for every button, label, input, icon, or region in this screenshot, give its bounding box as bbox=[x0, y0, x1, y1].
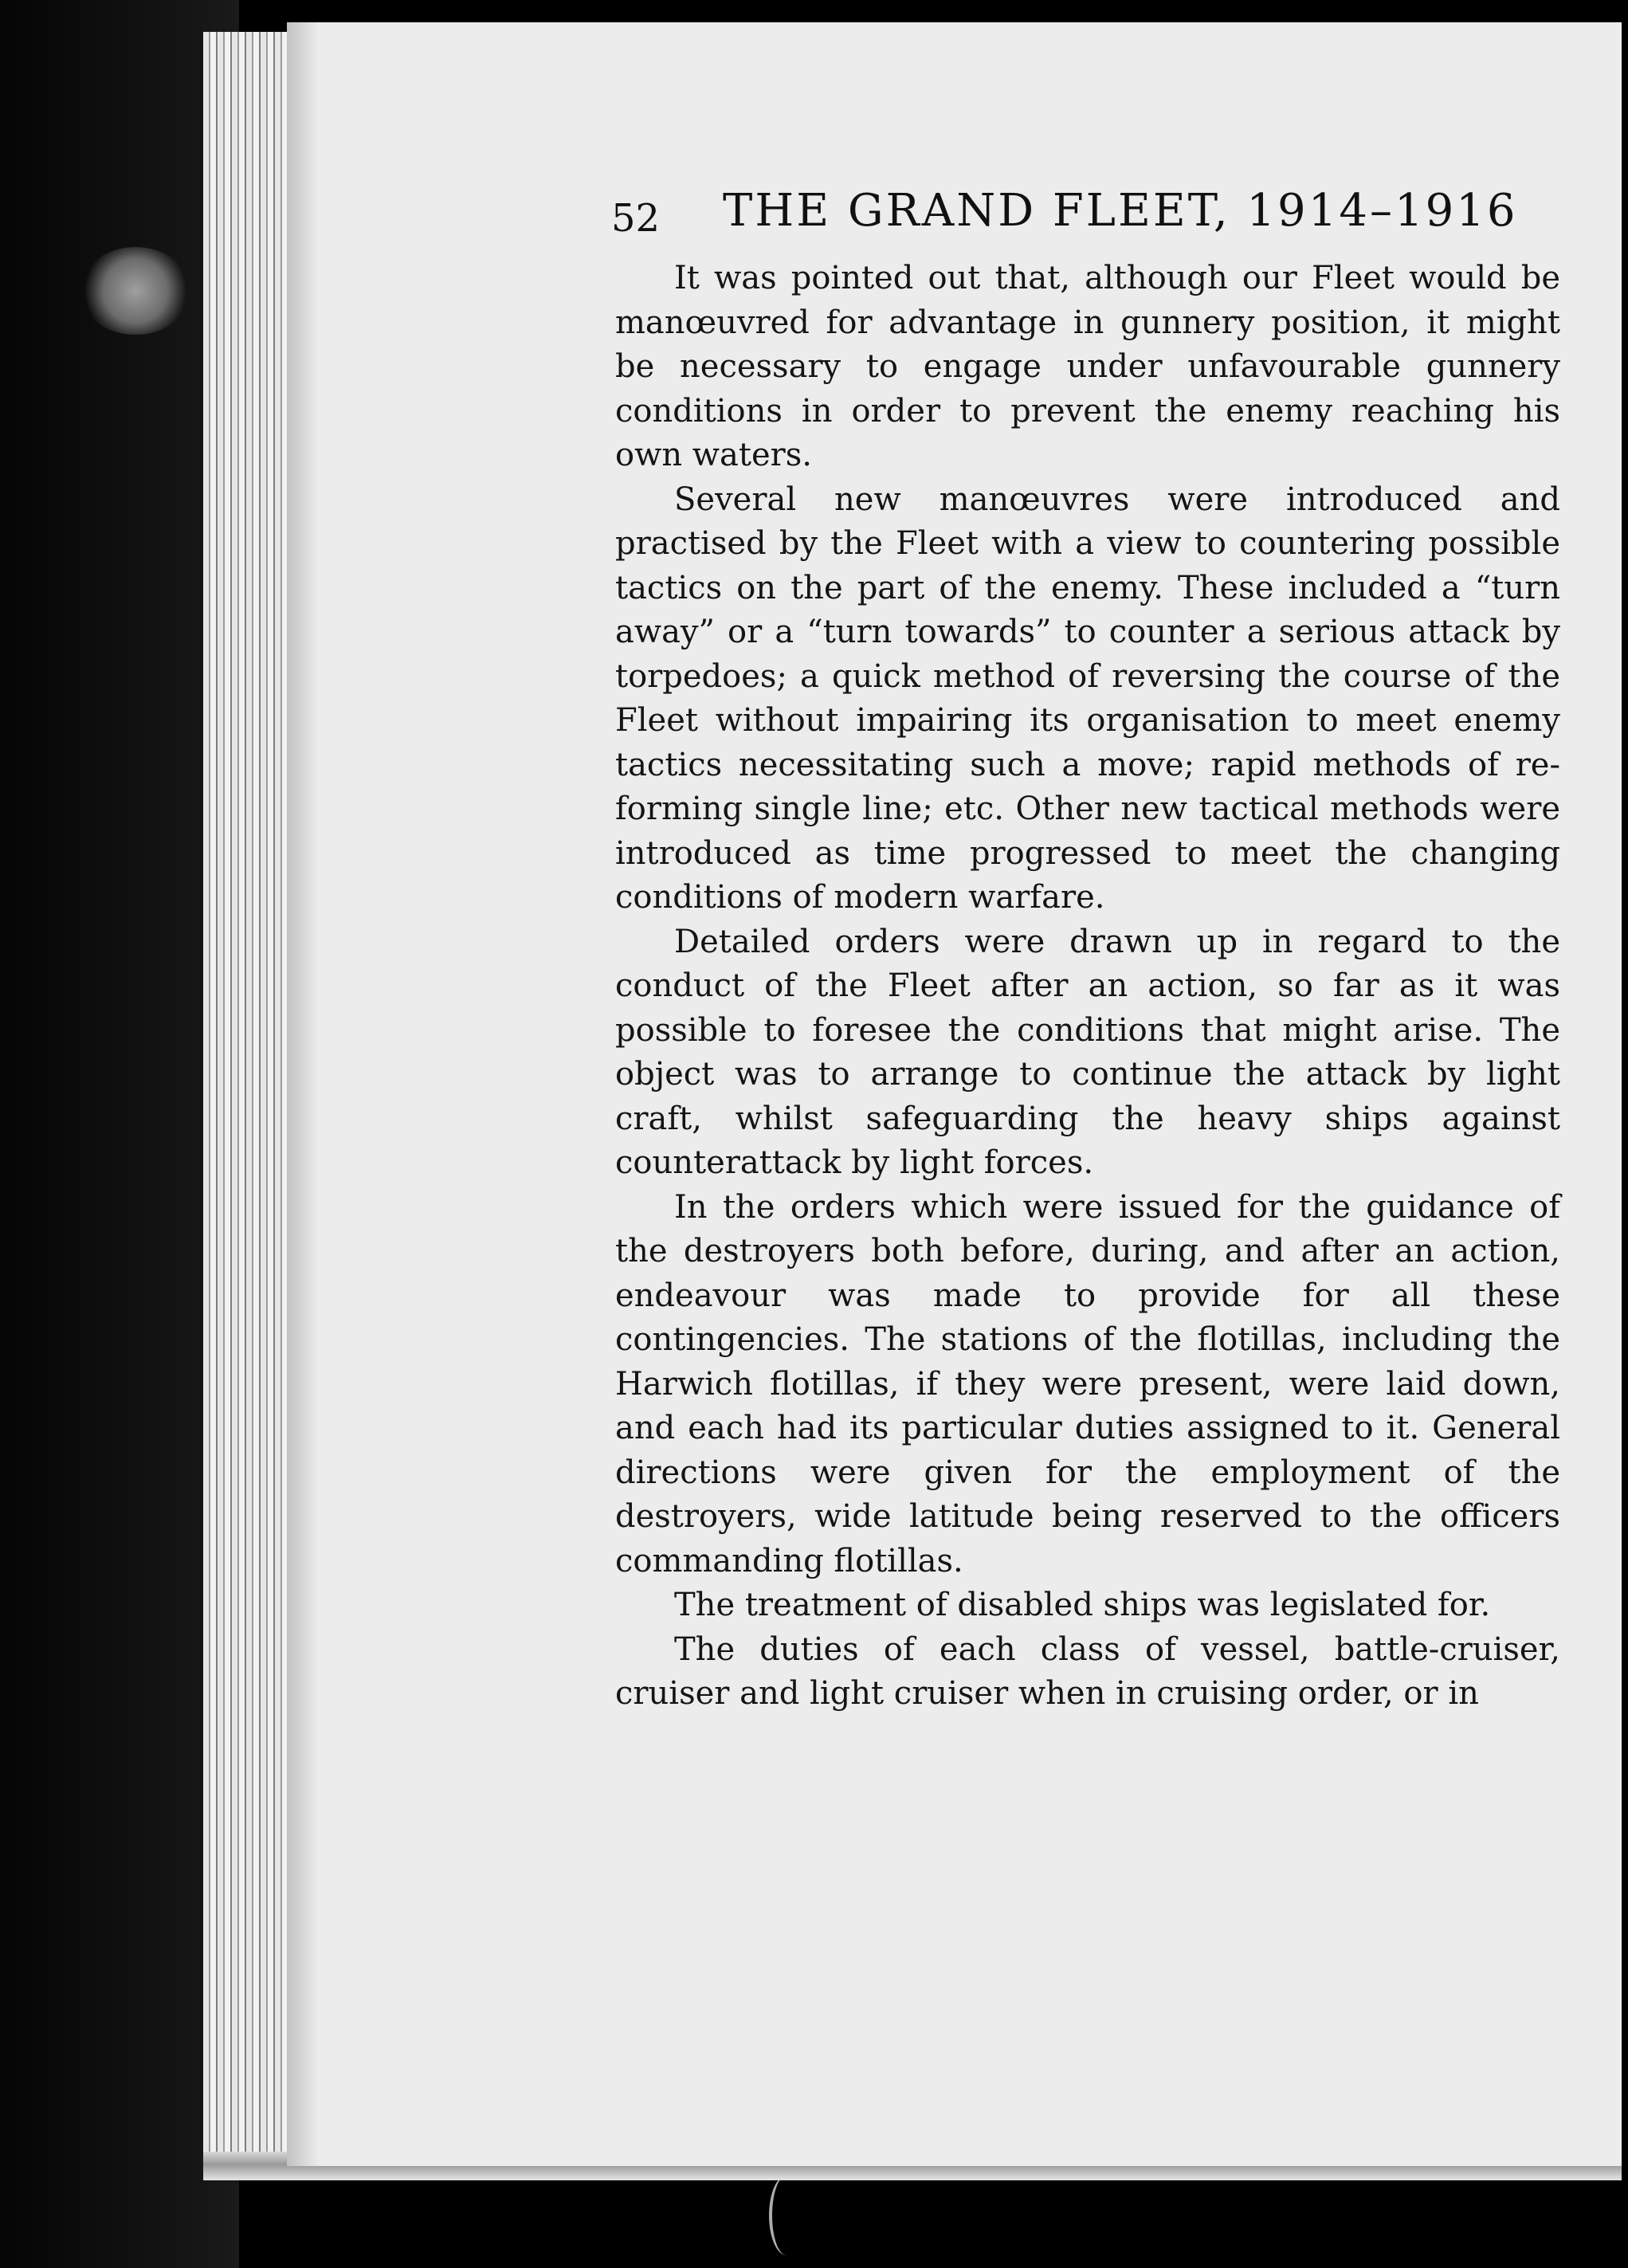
paragraph-1: It was pointed out that, although our Fleet would be manœuvred for advantage in gunnery position, it might be necessary to engage under unfavourable gunnery conditions in order to prevent the enemy reaching his own waters. bbox=[615, 260, 1560, 473]
paragraph-4: In the orders which were issued for the guidance of the destroyers both before, during, and after an action, endeavour was made to provide for all these contingencies. The stations of the flotillas, including the Harwich flotillas, if they were present, were laid down, and each had its particular duties assigned to it. General directions were given for the employment of the destroyers, wide latitude being reserved to the officers commanding flotillas. bbox=[615, 1188, 1560, 1579]
binding-mark bbox=[80, 247, 191, 335]
body-text bbox=[615, 257, 1560, 1717]
paragraph-6: The duties of each class of vessel, battle-cruiser, cruiser and light cruiser when in cruising order, or in bbox=[615, 1630, 1560, 1712]
paragraph-5: The treatment of disabled ships was legislated for. bbox=[674, 1587, 1491, 1623]
page-number: 52 bbox=[611, 196, 661, 241]
page-edges bbox=[203, 32, 299, 2168]
paragraph-3: Detailed orders were drawn up in regard to the conduct of the Fleet after an action, so far as it was possible to foresee the conditions that might arise. The object was to arrange to continue the attack by light craft, whilst safeguarding the heavy ships against counterattack by light forces. bbox=[615, 923, 1560, 1181]
page-gutter-shadow bbox=[287, 22, 319, 2166]
page-curl-mark bbox=[769, 2176, 804, 2255]
running-head bbox=[611, 183, 1520, 247]
paragraph-2: Several new manœuvres were introduced and practised by the Fleet with a view to countering possible tactics on the part of the enemy. These included a “turn away” or a “turn towards” to counter a serious attack by torpedoes; a quick method of reversing the course of the Fleet without impairing its organisation to meet enemy tactics necessitating such a move; rapid methods of re-forming single line; etc. Other new tactical methods were introduced as time progressed to meet the changing conditions of modern warfare. bbox=[615, 481, 1560, 916]
running-title: THE GRAND FLEET, 1914–1916 bbox=[723, 185, 1518, 237]
